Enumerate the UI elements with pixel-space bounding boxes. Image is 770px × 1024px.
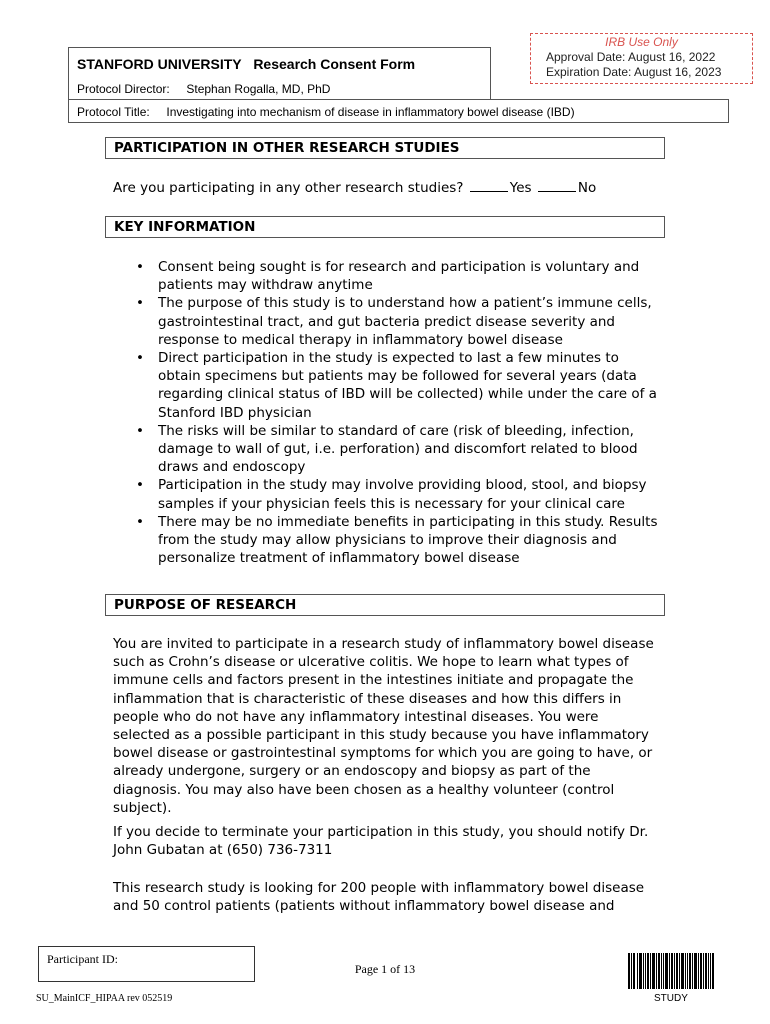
form-type: Research Consent Form — [253, 56, 416, 72]
no-label: No — [577, 180, 597, 196]
list-item: • The purpose of this study is to understand how a patient’s immune cells, gastrointestinal tract, and gut bacteria predict disease severity and response to medical therapy in inflammatory bowel disease — [158, 294, 658, 349]
no-blank[interactable] — [538, 179, 576, 192]
list-item: • Direct participation in the study is expected to last a few minutes to obtain specimens but patients may be followed for several years (data regarding clinical status of IBD will be collected) while under the care of a Stanford IBD physician — [158, 349, 658, 422]
participation-question: Are you participating in any other research studies? — [113, 180, 464, 196]
protocol-director-name: Stephan Rogalla, MD, PhD — [186, 82, 331, 96]
irb-approval-date: Approval Date: August 16, 2022 — [546, 50, 716, 64]
protocol-title-label: Protocol Title: — [77, 105, 150, 119]
barcode-icon — [628, 953, 714, 989]
list-item: • The risks will be similar to standard of care (risk of bleeding, infection, damage to wall of gut, i.e. perforation) and discomfort related to blood draws and endoscopy — [158, 422, 658, 477]
protocol-title-row — [77, 105, 575, 119]
section-heading-participation: PARTICIPATION IN OTHER RESEARCH STUDIES — [105, 137, 665, 159]
consent-header — [68, 47, 491, 99]
section-heading-purpose: PURPOSE OF RESEARCH — [105, 594, 665, 616]
page-number: Page 1 of 13 — [354, 962, 416, 976]
key-information-list — [113, 258, 658, 567]
purpose-paragraph-1: You are invited to participate in a research study of inflammatory bowel disease such as Crohn’s disease or ulcerative colitis. We hope to learn what types of immune cells and factors present in the intestines initiate and propagate the inflammation that is characteristic of these diseases and how this differs in people who do not have any inflammatory intestinal diseases. You were selected as a possible participant in this study because you have inflammatory bowel disease or gastrointestinal symptoms for which you are going to have, or already undergone, surgery or an endoscopy and biopsy as part of the diagnosis. You may also have been chosen as a healthy volunteer (control subject). — [113, 636, 654, 816]
participant-id-label: Participant ID: — [47, 952, 118, 966]
yes-blank[interactable] — [470, 179, 508, 192]
protocol-director-label: Protocol Director: — [77, 82, 170, 96]
participation-question-row — [113, 179, 596, 197]
protocol-title-box — [68, 99, 729, 123]
irb-title: IRB Use Only — [605, 35, 678, 49]
irb-expiration-date: Expiration Date: August 16, 2023 — [546, 65, 722, 79]
list-item: • There may be no immediate benefits in participating in this study. Results from the study may allow physicians to improve their diagnosis and personalize treatment of inflammatory bowel disease — [158, 513, 658, 568]
protocol-director-row — [77, 82, 330, 96]
list-item: • Consent being sought is for research and participation is voluntary and patients may withdraw anytime — [158, 258, 658, 294]
study-label: STUDY — [654, 993, 688, 1004]
section-heading-key-information: KEY INFORMATION — [105, 216, 665, 238]
protocol-title: Investigating into mechanism of disease in inflammatory bowel disease (IBD) — [166, 105, 575, 119]
form-identifier: SU_MainICF_HIPAA rev 052519 — [36, 993, 173, 1004]
list-item: • Participation in the study may involve providing blood, stool, and biopsy samples if your physician feels this is necessary for your clinical care — [158, 476, 658, 512]
irb-stamp-box — [530, 33, 753, 84]
purpose-paragraph-2: If you decide to terminate your participation in this study, you should notify Dr. John Gubatan at (650) 736-7311 — [113, 824, 649, 859]
institution-name: STANFORD UNIVERSITY — [77, 56, 242, 72]
header-title — [77, 56, 415, 72]
yes-label: Yes — [509, 180, 532, 196]
purpose-paragraph-3: This research study is looking for 200 people with inflammatory bowel disease and 50 control patients (patients without inflammatory bowel disease and — [113, 880, 645, 915]
